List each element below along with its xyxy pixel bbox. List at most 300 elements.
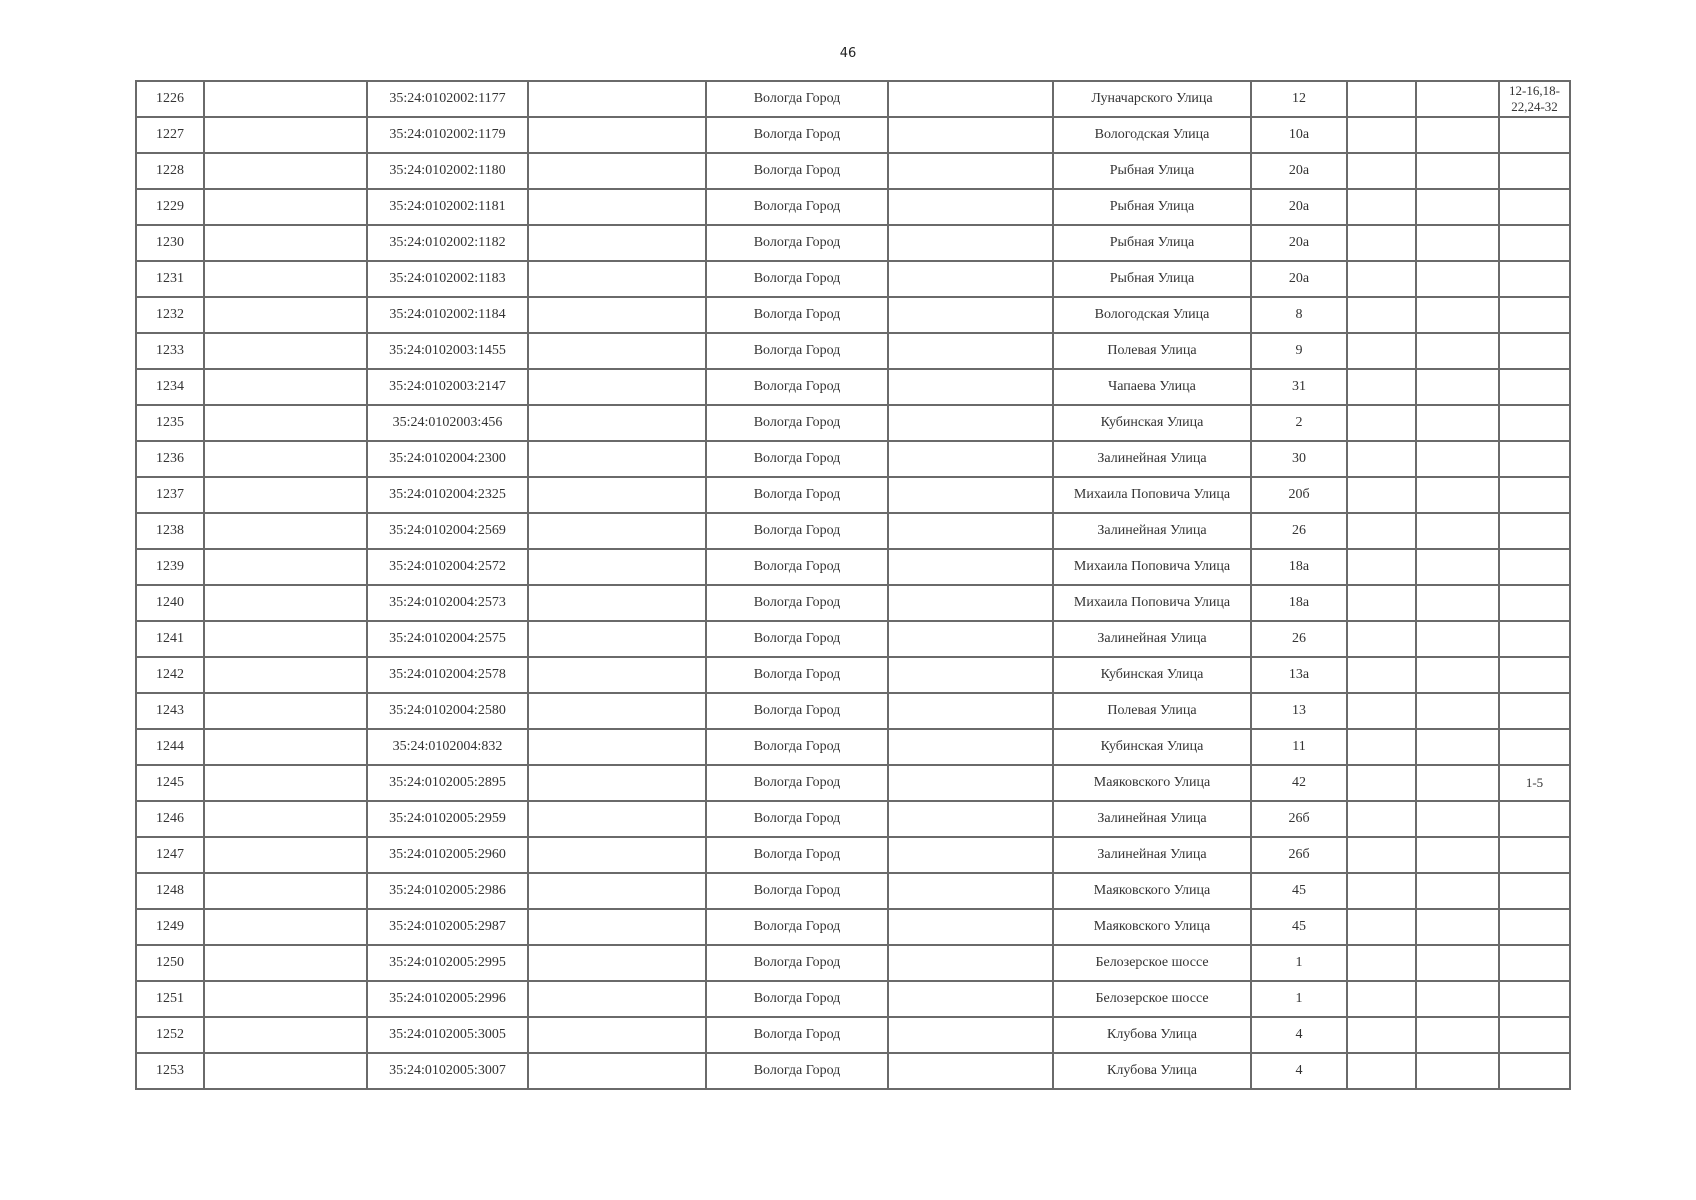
empty-cell: [204, 945, 367, 981]
row-number-cell: 1237: [136, 477, 204, 513]
empty-cell: [528, 297, 706, 333]
empty-cell: [528, 693, 706, 729]
table-row: [136, 369, 1570, 405]
empty-cell: [888, 261, 1053, 297]
apartments-cell: [1499, 333, 1570, 369]
empty-cell: [1347, 477, 1416, 513]
apartments-cell: [1499, 225, 1570, 261]
empty-cell: [1347, 585, 1416, 621]
house-number-cell: 2: [1251, 405, 1347, 441]
cadastral-number-cell: 35:24:0102002:1177: [367, 81, 528, 117]
locality-cell: Вологда Город: [706, 873, 888, 909]
empty-cell: [888, 1017, 1053, 1053]
apartments-cell: [1499, 981, 1570, 1017]
row-number-cell: 1249: [136, 909, 204, 945]
apartments-cell: [1499, 621, 1570, 657]
table-row: [136, 801, 1570, 837]
empty-cell: [1347, 1017, 1416, 1053]
empty-cell: [888, 297, 1053, 333]
empty-cell: [888, 333, 1053, 369]
locality-cell: Вологда Город: [706, 225, 888, 261]
cadastral-number-cell: 35:24:0102002:1184: [367, 297, 528, 333]
empty-cell: [1416, 657, 1499, 693]
house-number-cell: 4: [1251, 1017, 1347, 1053]
empty-cell: [204, 765, 367, 801]
apartments-cell: [1499, 153, 1570, 189]
empty-cell: [888, 477, 1053, 513]
empty-cell: [528, 81, 706, 117]
empty-cell: [1347, 621, 1416, 657]
empty-cell: [1347, 153, 1416, 189]
house-number-cell: 1: [1251, 981, 1347, 1017]
empty-cell: [1416, 477, 1499, 513]
row-number-cell: 1230: [136, 225, 204, 261]
street-cell: Михаила Поповича Улица: [1053, 549, 1251, 585]
table-row: [136, 225, 1570, 261]
locality-cell: Вологда Город: [706, 945, 888, 981]
empty-cell: [1416, 945, 1499, 981]
apartments-cell: [1499, 657, 1570, 693]
table-row: [136, 945, 1570, 981]
empty-cell: [204, 585, 367, 621]
empty-cell: [528, 549, 706, 585]
row-number-cell: 1234: [136, 369, 204, 405]
empty-cell: [1347, 369, 1416, 405]
empty-cell: [888, 837, 1053, 873]
empty-cell: [1416, 81, 1499, 117]
empty-cell: [1416, 693, 1499, 729]
empty-cell: [1416, 225, 1499, 261]
table-row: [136, 693, 1570, 729]
street-cell: Рыбная Улица: [1053, 189, 1251, 225]
street-cell: Вологодская Улица: [1053, 297, 1251, 333]
empty-cell: [528, 189, 706, 225]
table-row: [136, 477, 1570, 513]
street-cell: Михаила Поповича Улица: [1053, 477, 1251, 513]
locality-cell: Вологда Город: [706, 1017, 888, 1053]
cadastral-number-cell: 35:24:0102005:2996: [367, 981, 528, 1017]
apartments-cell: [1499, 477, 1570, 513]
empty-cell: [204, 261, 367, 297]
house-number-cell: 11: [1251, 729, 1347, 765]
house-number-cell: 10а: [1251, 117, 1347, 153]
empty-cell: [528, 621, 706, 657]
row-number-cell: 1248: [136, 873, 204, 909]
apartments-cell: [1499, 837, 1570, 873]
cadastral-number-cell: 35:24:0102005:2995: [367, 945, 528, 981]
house-number-cell: 26: [1251, 621, 1347, 657]
empty-cell: [204, 873, 367, 909]
row-number-cell: 1239: [136, 549, 204, 585]
table-row: [136, 261, 1570, 297]
table-row: [136, 1017, 1570, 1053]
row-number-cell: 1235: [136, 405, 204, 441]
cadastral-number-cell: 35:24:0102003:456: [367, 405, 528, 441]
row-number-cell: 1252: [136, 1017, 204, 1053]
empty-cell: [1416, 369, 1499, 405]
street-cell: Рыбная Улица: [1053, 261, 1251, 297]
street-cell: Чапаева Улица: [1053, 369, 1251, 405]
apartments-cell: [1499, 261, 1570, 297]
register-table: [135, 80, 1571, 1090]
empty-cell: [1416, 405, 1499, 441]
empty-cell: [204, 369, 367, 405]
house-number-cell: 31: [1251, 369, 1347, 405]
street-cell: Рыбная Улица: [1053, 153, 1251, 189]
apartments-cell: [1499, 729, 1570, 765]
locality-cell: Вологда Город: [706, 81, 888, 117]
row-number-cell: 1245: [136, 765, 204, 801]
empty-cell: [1416, 513, 1499, 549]
empty-cell: [888, 369, 1053, 405]
locality-cell: Вологда Город: [706, 837, 888, 873]
row-number-cell: 1232: [136, 297, 204, 333]
street-cell: Кубинская Улица: [1053, 729, 1251, 765]
house-number-cell: 18а: [1251, 549, 1347, 585]
locality-cell: Вологда Город: [706, 657, 888, 693]
apartments-cell: [1499, 405, 1570, 441]
table-row: [136, 153, 1570, 189]
empty-cell: [1416, 801, 1499, 837]
row-number-cell: 1229: [136, 189, 204, 225]
locality-cell: Вологда Город: [706, 549, 888, 585]
empty-cell: [528, 1017, 706, 1053]
empty-cell: [1416, 189, 1499, 225]
empty-cell: [1347, 117, 1416, 153]
cadastral-number-cell: 35:24:0102005:2895: [367, 765, 528, 801]
empty-cell: [1416, 585, 1499, 621]
locality-cell: Вологда Город: [706, 261, 888, 297]
cadastral-number-cell: 35:24:0102004:2300: [367, 441, 528, 477]
empty-cell: [1416, 333, 1499, 369]
apartments-cell: [1499, 909, 1570, 945]
row-number-cell: 1243: [136, 693, 204, 729]
table-row: [136, 765, 1570, 801]
house-number-cell: 20а: [1251, 189, 1347, 225]
empty-cell: [528, 369, 706, 405]
row-number-cell: 1250: [136, 945, 204, 981]
cadastral-number-cell: 35:24:0102005:2987: [367, 909, 528, 945]
empty-cell: [1416, 837, 1499, 873]
table-row: [136, 585, 1570, 621]
empty-cell: [1416, 981, 1499, 1017]
cadastral-number-cell: 35:24:0102004:832: [367, 729, 528, 765]
street-cell: Кубинская Улица: [1053, 405, 1251, 441]
empty-cell: [204, 837, 367, 873]
empty-cell: [528, 801, 706, 837]
empty-cell: [888, 1053, 1053, 1089]
row-number-cell: 1233: [136, 333, 204, 369]
empty-cell: [1416, 153, 1499, 189]
house-number-cell: 26б: [1251, 837, 1347, 873]
empty-cell: [888, 729, 1053, 765]
empty-cell: [204, 1017, 367, 1053]
empty-cell: [888, 765, 1053, 801]
apartments-cell: [1499, 297, 1570, 333]
empty-cell: [1347, 441, 1416, 477]
house-number-cell: 13: [1251, 693, 1347, 729]
house-number-cell: 20б: [1251, 477, 1347, 513]
row-number-cell: 1240: [136, 585, 204, 621]
street-cell: Маяковского Улица: [1053, 765, 1251, 801]
empty-cell: [204, 477, 367, 513]
row-number-cell: 1238: [136, 513, 204, 549]
apartments-cell: [1499, 117, 1570, 153]
street-cell: Маяковского Улица: [1053, 909, 1251, 945]
empty-cell: [1347, 261, 1416, 297]
empty-cell: [204, 333, 367, 369]
row-number-cell: 1241: [136, 621, 204, 657]
apartments-cell: 1-5: [1499, 765, 1570, 801]
empty-cell: [888, 657, 1053, 693]
empty-cell: [1416, 1053, 1499, 1089]
register-body: [136, 81, 1570, 1089]
cadastral-number-cell: 35:24:0102004:2573: [367, 585, 528, 621]
empty-cell: [1347, 405, 1416, 441]
empty-cell: [1347, 189, 1416, 225]
locality-cell: Вологда Город: [706, 693, 888, 729]
apartments-cell: [1499, 189, 1570, 225]
empty-cell: [204, 1053, 367, 1089]
row-number-cell: 1251: [136, 981, 204, 1017]
street-cell: Залинейная Улица: [1053, 621, 1251, 657]
house-number-cell: 42: [1251, 765, 1347, 801]
apartments-cell: [1499, 441, 1570, 477]
empty-cell: [888, 405, 1053, 441]
locality-cell: Вологда Город: [706, 621, 888, 657]
empty-cell: [528, 945, 706, 981]
empty-cell: [204, 657, 367, 693]
cadastral-number-cell: 35:24:0102004:2325: [367, 477, 528, 513]
street-cell: Луначарского Улица: [1053, 81, 1251, 117]
locality-cell: Вологда Город: [706, 729, 888, 765]
apartments-cell: [1499, 513, 1570, 549]
empty-cell: [528, 261, 706, 297]
cadastral-number-cell: 35:24:0102004:2572: [367, 549, 528, 585]
street-cell: Маяковского Улица: [1053, 873, 1251, 909]
empty-cell: [204, 297, 367, 333]
table-row: [136, 333, 1570, 369]
house-number-cell: 18а: [1251, 585, 1347, 621]
apartments-cell: [1499, 801, 1570, 837]
apartments-cell: [1499, 369, 1570, 405]
street-cell: Полевая Улица: [1053, 693, 1251, 729]
table-row: [136, 873, 1570, 909]
street-cell: Залинейная Улица: [1053, 513, 1251, 549]
row-number-cell: 1244: [136, 729, 204, 765]
table-row: [136, 513, 1570, 549]
cadastral-number-cell: 35:24:0102005:2959: [367, 801, 528, 837]
table-row: [136, 621, 1570, 657]
empty-cell: [1347, 729, 1416, 765]
house-number-cell: 30: [1251, 441, 1347, 477]
empty-cell: [1347, 549, 1416, 585]
house-number-cell: 9: [1251, 333, 1347, 369]
table-row: [136, 441, 1570, 477]
cadastral-number-cell: 35:24:0102005:3005: [367, 1017, 528, 1053]
empty-cell: [888, 513, 1053, 549]
row-number-cell: 1227: [136, 117, 204, 153]
empty-cell: [204, 81, 367, 117]
empty-cell: [1416, 621, 1499, 657]
table-row: [136, 297, 1570, 333]
empty-cell: [888, 801, 1053, 837]
table-row: [136, 729, 1570, 765]
empty-cell: [888, 549, 1053, 585]
house-number-cell: 20а: [1251, 261, 1347, 297]
empty-cell: [888, 693, 1053, 729]
cadastral-number-cell: 35:24:0102004:2575: [367, 621, 528, 657]
empty-cell: [1416, 909, 1499, 945]
empty-cell: [1416, 261, 1499, 297]
empty-cell: [1416, 441, 1499, 477]
empty-cell: [888, 981, 1053, 1017]
empty-cell: [1416, 549, 1499, 585]
empty-cell: [1416, 729, 1499, 765]
locality-cell: Вологда Город: [706, 981, 888, 1017]
cadastral-number-cell: 35:24:0102004:2569: [367, 513, 528, 549]
empty-cell: [528, 477, 706, 513]
empty-cell: [1347, 801, 1416, 837]
empty-cell: [528, 909, 706, 945]
empty-cell: [1347, 837, 1416, 873]
empty-cell: [888, 585, 1053, 621]
empty-cell: [204, 909, 367, 945]
house-number-cell: 4: [1251, 1053, 1347, 1089]
apartments-cell: [1499, 945, 1570, 981]
empty-cell: [204, 729, 367, 765]
empty-cell: [1347, 1053, 1416, 1089]
empty-cell: [528, 765, 706, 801]
apartments-cell: [1499, 585, 1570, 621]
empty-cell: [528, 729, 706, 765]
table-row: [136, 81, 1570, 117]
cadastral-number-cell: 35:24:0102002:1183: [367, 261, 528, 297]
house-number-cell: 13а: [1251, 657, 1347, 693]
empty-cell: [204, 441, 367, 477]
cadastral-number-cell: 35:24:0102004:2578: [367, 657, 528, 693]
empty-cell: [204, 189, 367, 225]
street-cell: Вологодская Улица: [1053, 117, 1251, 153]
cadastral-number-cell: 35:24:0102005:2986: [367, 873, 528, 909]
empty-cell: [1347, 225, 1416, 261]
empty-cell: [888, 189, 1053, 225]
apartments-cell: [1499, 1017, 1570, 1053]
row-number-cell: 1226: [136, 81, 204, 117]
locality-cell: Вологда Город: [706, 441, 888, 477]
locality-cell: Вологда Город: [706, 765, 888, 801]
house-number-cell: 20а: [1251, 225, 1347, 261]
street-cell: Кубинская Улица: [1053, 657, 1251, 693]
locality-cell: Вологда Город: [706, 801, 888, 837]
cadastral-number-cell: 35:24:0102003:1455: [367, 333, 528, 369]
empty-cell: [528, 1053, 706, 1089]
cadastral-number-cell: 35:24:0102004:2580: [367, 693, 528, 729]
empty-cell: [528, 657, 706, 693]
row-number-cell: 1246: [136, 801, 204, 837]
street-cell: Рыбная Улица: [1053, 225, 1251, 261]
empty-cell: [888, 81, 1053, 117]
locality-cell: Вологда Город: [706, 1053, 888, 1089]
empty-cell: [1416, 117, 1499, 153]
table-row: [136, 981, 1570, 1017]
street-cell: Михаила Поповича Улица: [1053, 585, 1251, 621]
empty-cell: [204, 621, 367, 657]
cadastral-number-cell: 35:24:0102002:1179: [367, 117, 528, 153]
empty-cell: [204, 117, 367, 153]
locality-cell: Вологда Город: [706, 477, 888, 513]
table-row: [136, 405, 1570, 441]
empty-cell: [1416, 873, 1499, 909]
empty-cell: [1347, 981, 1416, 1017]
empty-cell: [888, 621, 1053, 657]
empty-cell: [1347, 333, 1416, 369]
empty-cell: [528, 117, 706, 153]
street-cell: Клубова Улица: [1053, 1017, 1251, 1053]
house-number-cell: 12: [1251, 81, 1347, 117]
empty-cell: [1416, 1017, 1499, 1053]
empty-cell: [1416, 765, 1499, 801]
empty-cell: [528, 333, 706, 369]
empty-cell: [1347, 945, 1416, 981]
empty-cell: [528, 585, 706, 621]
empty-cell: [528, 513, 706, 549]
empty-cell: [204, 981, 367, 1017]
empty-cell: [888, 945, 1053, 981]
apartments-cell: [1499, 1053, 1570, 1089]
table-row: [136, 1053, 1570, 1089]
table-row: [136, 189, 1570, 225]
empty-cell: [528, 981, 706, 1017]
house-number-cell: 45: [1251, 873, 1347, 909]
empty-cell: [1347, 693, 1416, 729]
empty-cell: [1347, 873, 1416, 909]
empty-cell: [528, 225, 706, 261]
empty-cell: [888, 153, 1053, 189]
cadastral-number-cell: 35:24:0102005:3007: [367, 1053, 528, 1089]
table-row: [136, 909, 1570, 945]
apartments-cell: 12-16,18-22,24-32: [1499, 81, 1570, 117]
empty-cell: [1416, 297, 1499, 333]
house-number-cell: 26: [1251, 513, 1347, 549]
page-number: 46: [839, 46, 857, 61]
row-number-cell: 1253: [136, 1053, 204, 1089]
empty-cell: [528, 837, 706, 873]
empty-cell: [1347, 81, 1416, 117]
empty-cell: [888, 873, 1053, 909]
locality-cell: Вологда Город: [706, 189, 888, 225]
empty-cell: [1347, 765, 1416, 801]
house-number-cell: 26б: [1251, 801, 1347, 837]
cadastral-number-cell: 35:24:0102003:2147: [367, 369, 528, 405]
street-cell: Белозерское шоссе: [1053, 945, 1251, 981]
row-number-cell: 1247: [136, 837, 204, 873]
cadastral-number-cell: 35:24:0102002:1181: [367, 189, 528, 225]
empty-cell: [888, 909, 1053, 945]
empty-cell: [204, 801, 367, 837]
empty-cell: [1347, 297, 1416, 333]
empty-cell: [1347, 513, 1416, 549]
row-number-cell: 1242: [136, 657, 204, 693]
house-number-cell: 1: [1251, 945, 1347, 981]
empty-cell: [204, 513, 367, 549]
street-cell: Полевая Улица: [1053, 333, 1251, 369]
cadastral-number-cell: 35:24:0102005:2960: [367, 837, 528, 873]
empty-cell: [204, 153, 367, 189]
row-number-cell: 1236: [136, 441, 204, 477]
locality-cell: Вологда Город: [706, 513, 888, 549]
locality-cell: Вологда Город: [706, 585, 888, 621]
